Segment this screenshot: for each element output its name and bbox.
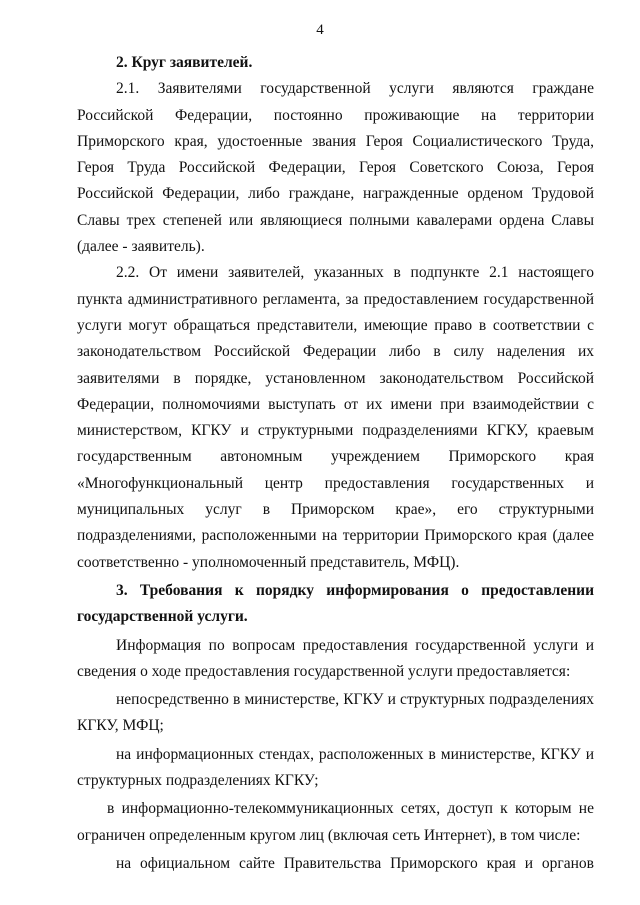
list-item-directly: непосредственно в министерстве, КГКУ и структурных подразделениях КГКУ, МФЦ; [77,691,594,735]
section-heading-applicants: 2. Круг заявителей. [116,54,253,71]
paragraph-info-intro: Информация по вопросам предоставления государственной услуги и сведения о ходе предоставления государственной услуги предоставляется: [77,636,594,680]
list-item-official-site: на официальном сайте Правительства Приморского края и органов [116,854,594,872]
list-item-networks: в информационно-телекоммуникационных сетях, доступ к которым не ограничен определенным кругом лиц (включая сеть Интернет), в том числе: [77,800,594,844]
paragraph-2-1: 2.1. Заявителями государственной услуги являются граждане Российской Федерации, постоянно проживающие на территории Приморского края, удостоенные звания Героя Социалистического Труда, Героя Труда Российской Федерации, Героя Советского Союза, Героя Российской Федерации, либо граждане, награжденные орденом Трудовой Славы трех степеней или являющиеся полными кавалерами ордена Славы (далее - заявитель). [77,80,594,256]
page-number: 4 [316,22,324,38]
list-item-stands: на информационных стендах, расположенных в министерстве, КГКУ и структурных подразделениях КГКУ; [77,745,594,790]
document-body [77,50,594,877]
section-heading-informing: 3. Требования к порядку информирования о предоставлении государственной услуги. [77,581,594,626]
paragraph-2-2: 2.2. От имени заявителей, указанных в подпункте 2.1 настоящего пункта административного регламента, за предоставлением государственной услуги могут обращаться представители, имеющие право в соответствии с законодательством Российской Федерации либо в силу наделения их заявителями в порядке, установленном законодательством Российской Федерации, полномочиями выступать от их имени при взаимодействии с министерством, КГКУ и структурными подразделениями КГКУ, краевым государственным автономным учреждением Приморского края «Многофункциональный центр предоставления государственных и муниципальных услуг в Приморском крае», его структурными подразделениями, расположенными на территории Приморского края (далее соответственно - уполномоченный представитель, МФЦ). [77,264,594,571]
